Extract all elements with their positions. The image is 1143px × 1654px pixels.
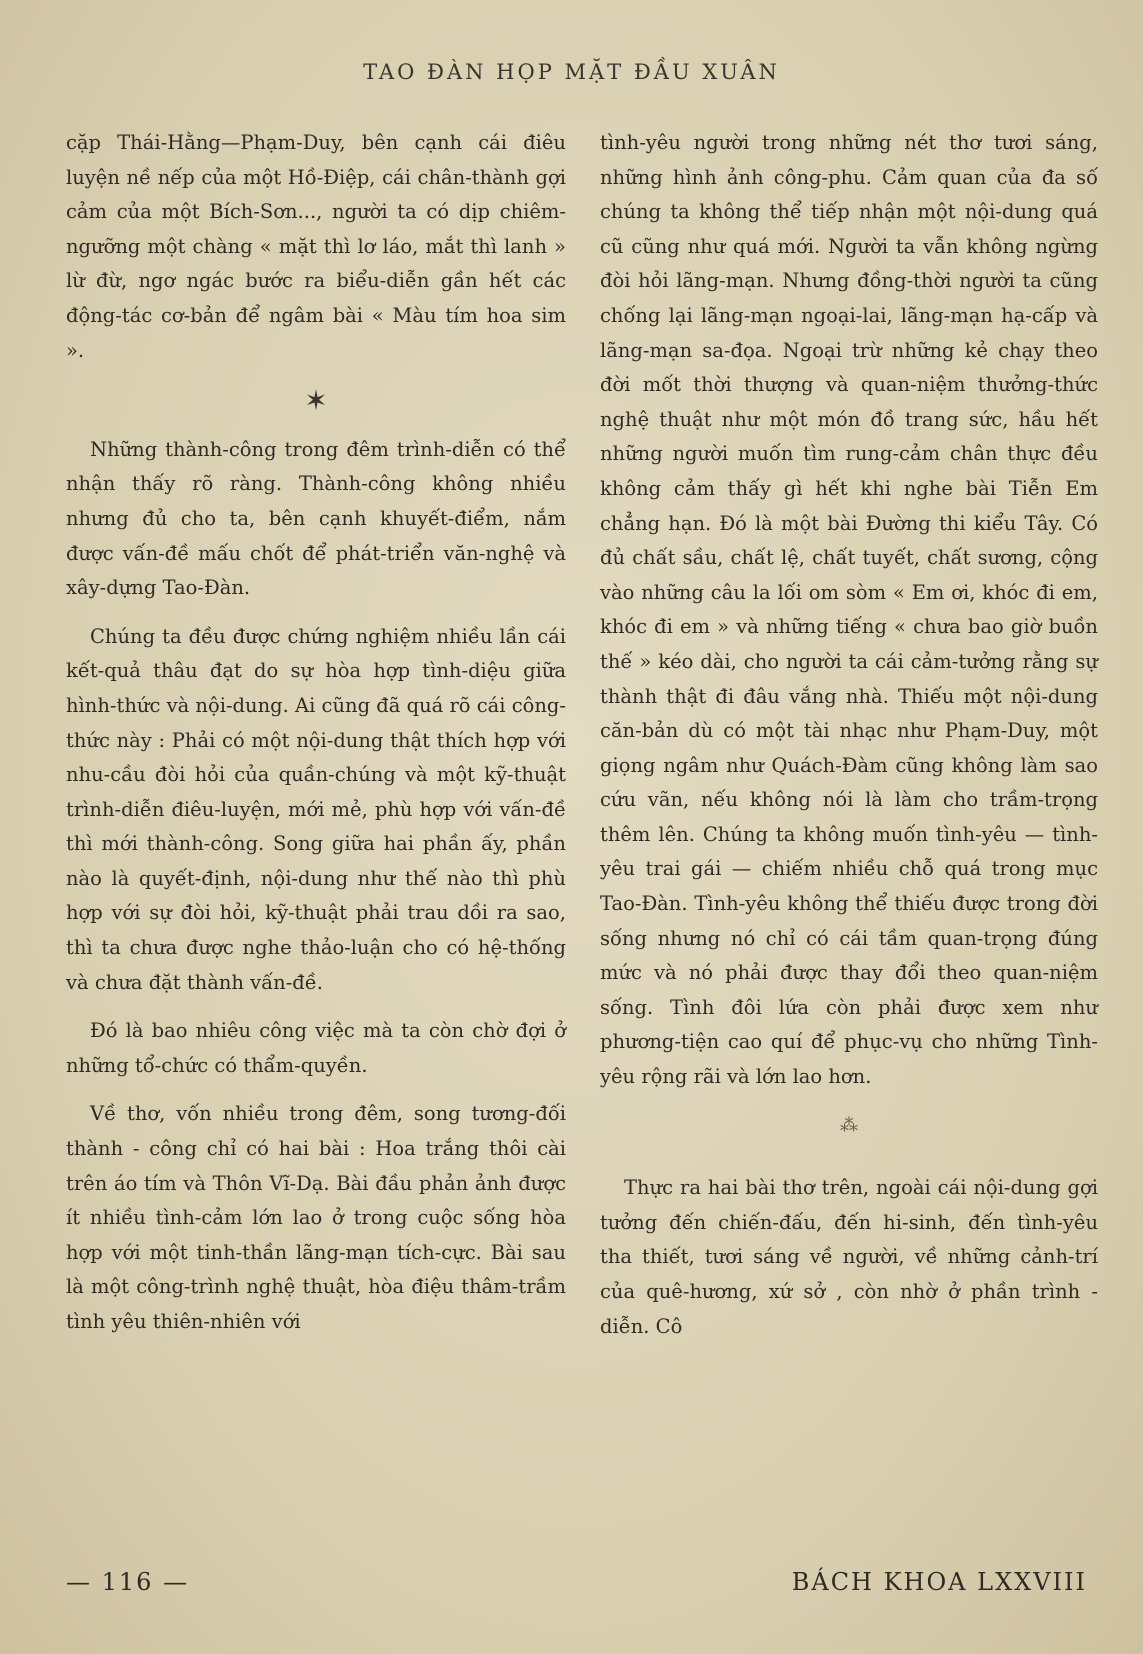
left-column (66, 126, 566, 1340)
right-column (600, 126, 1098, 1344)
star-ornament-icon: ✶ (304, 384, 328, 418)
paragraph: Chúng ta đều được chứng nghiệm nhiều lần cái kết-quả thâu đạt do sự hòa hợp tình-diệu giữa hình-thức và nội-dung. Ai cũng đã quá rõ cái công-thức này : Phải có một nội-dung thật thích hợp với nhu-cầu đòi hỏi của quần-chúng và một kỹ-thuật trình-diễn điêu-luyện, mới mẻ, phù hợp với vấn-đề thì mới thành-công. Song giữa hai phần ấy, phần nào là quyết-định, nội-dung như thế nào thì phù hợp với sự đòi hỏi, kỹ-thuật phải trau dồi ra sao, thì ta chưa được nghe thảo-luận cho có hệ-thống và chưa đặt thành vấn-đề. (66, 624, 566, 994)
paragraph: Những thành-công trong đêm trình-diễn có thể nhận thấy rõ ràng. Thành-công không nhiều nhưng đủ cho ta, bên cạnh khuyết-điểm, nắm được vấn-đề mấu chốt để phát-triển văn-nghệ và xây-dựng Tao-Đàn. (66, 437, 566, 600)
running-title: TAO ĐÀN HỌP MẶT ĐẦU XUÂN (363, 60, 780, 84)
page-number: — 116 — (66, 1568, 190, 1596)
section-ornament-icon: ⁂ (840, 1114, 858, 1136)
magazine-name: BÁCH KHOA LXXVIII (791, 1568, 1087, 1596)
paragraph: Đó là bao nhiêu công việc mà ta còn chờ đợi ở những tổ-chức có thẩm-quyền. (66, 1019, 566, 1077)
paragraph: cặp Thái-Hằng—Phạm-Duy, bên cạnh cái điêu luyện nề nếp của một Hồ-Điệp, cái chân-thành gợi cảm của một Bích-Sơn..., người ta có dịp chiêm-ngưỡng một chàng « mặt thì lơ láo, mắt thì lanh » lừ đừ, ngơ ngác bước ra biểu-diễn gần hết các động-tác cơ-bản để ngâm bài « Màu tím hoa sim ». (66, 131, 566, 362)
paragraph: Về thơ, vốn nhiều trong đêm, song tương-đối thành - công chỉ có hai bài : Hoa trắng thôi cài trên áo tím và Thôn Vĩ-Dạ. Bài đầu phản ảnh được ít nhiều tình-cảm lớn lao ở trong cuộc sống hòa hợp với một tinh-thần lãng-mạn tích-cực. Bài sau là một công-trình nghệ thuật, hòa điệu thâm-trầm tình yêu thiên-nhiên với (66, 1102, 566, 1333)
paragraph: tình-yêu người trong những nét thơ tươi sáng, những hình ảnh công-phu. Cảm quan của đa số chúng ta không thể tiếp nhận một nội-dung quá cũ cũng như quá mới. Người ta vẫn không ngừng đòi hỏi lãng-mạn. Nhưng đồng-thời người ta cũng chống lại lãng-mạn ngoại-lai, lãng-mạn hạ-cấp và lãng-mạn sa-đọa. Ngoại trừ những kẻ chạy theo đời mốt thời thượng và quan-niệm thưởng-thức nghệ thuật như một món đồ trang sức, hầu hết những người muốn tìm rung-cảm chân thực đều không cảm thấy gì hết khi nghe bài Tiễn Em chẳng hạn. Đó là một bài Đường thi kiểu Tây. Có đủ chất sầu, chất lệ, chất tuyết, chất sương, cộng vào những câu la lối om sòm « Em ơi, khóc đi em, khóc đi em » và những tiếng « chưa bao giờ buồn thế » kéo dài, cho người ta cái cảm-tưởng rằng sự thành thật đi đâu vắng nhà. Thiếu một nội-dung căn-bản dù có một tài nhạc như Phạm-Duy, một giọng ngâm như Quách-Đàm cũng không làm sao cứu vãn, nếu không nói là làm cho trầm-trọng thêm lên. Chúng ta không muốn tình-yêu — tình-yêu trai gái — chiếm nhiều chỗ quá trong mục Tao-Đàn. Tình-yêu không thể thiếu được trong đời sống nhưng nó chỉ có cái tầm quan-trọng đúng mức và nó phải được thay đổi theo quan-niệm sống. Tình đôi lứa còn phải được xem như phương-tiện cao quí để phục-vụ cho những Tình-yêu rộng rãi và lớn lao hơn. (600, 131, 1098, 1089)
paragraph: Thực ra hai bài thơ trên, ngoài cái nội-dung gợi tưởng đến chiến-đấu, đến hi-sinh, đến tình-yêu tha thiết, tươi sáng về người, về những cảnh-trí của quê-hương, xứ sở , còn nhờ ở phần trình - diễn. Cô (600, 1176, 1098, 1338)
